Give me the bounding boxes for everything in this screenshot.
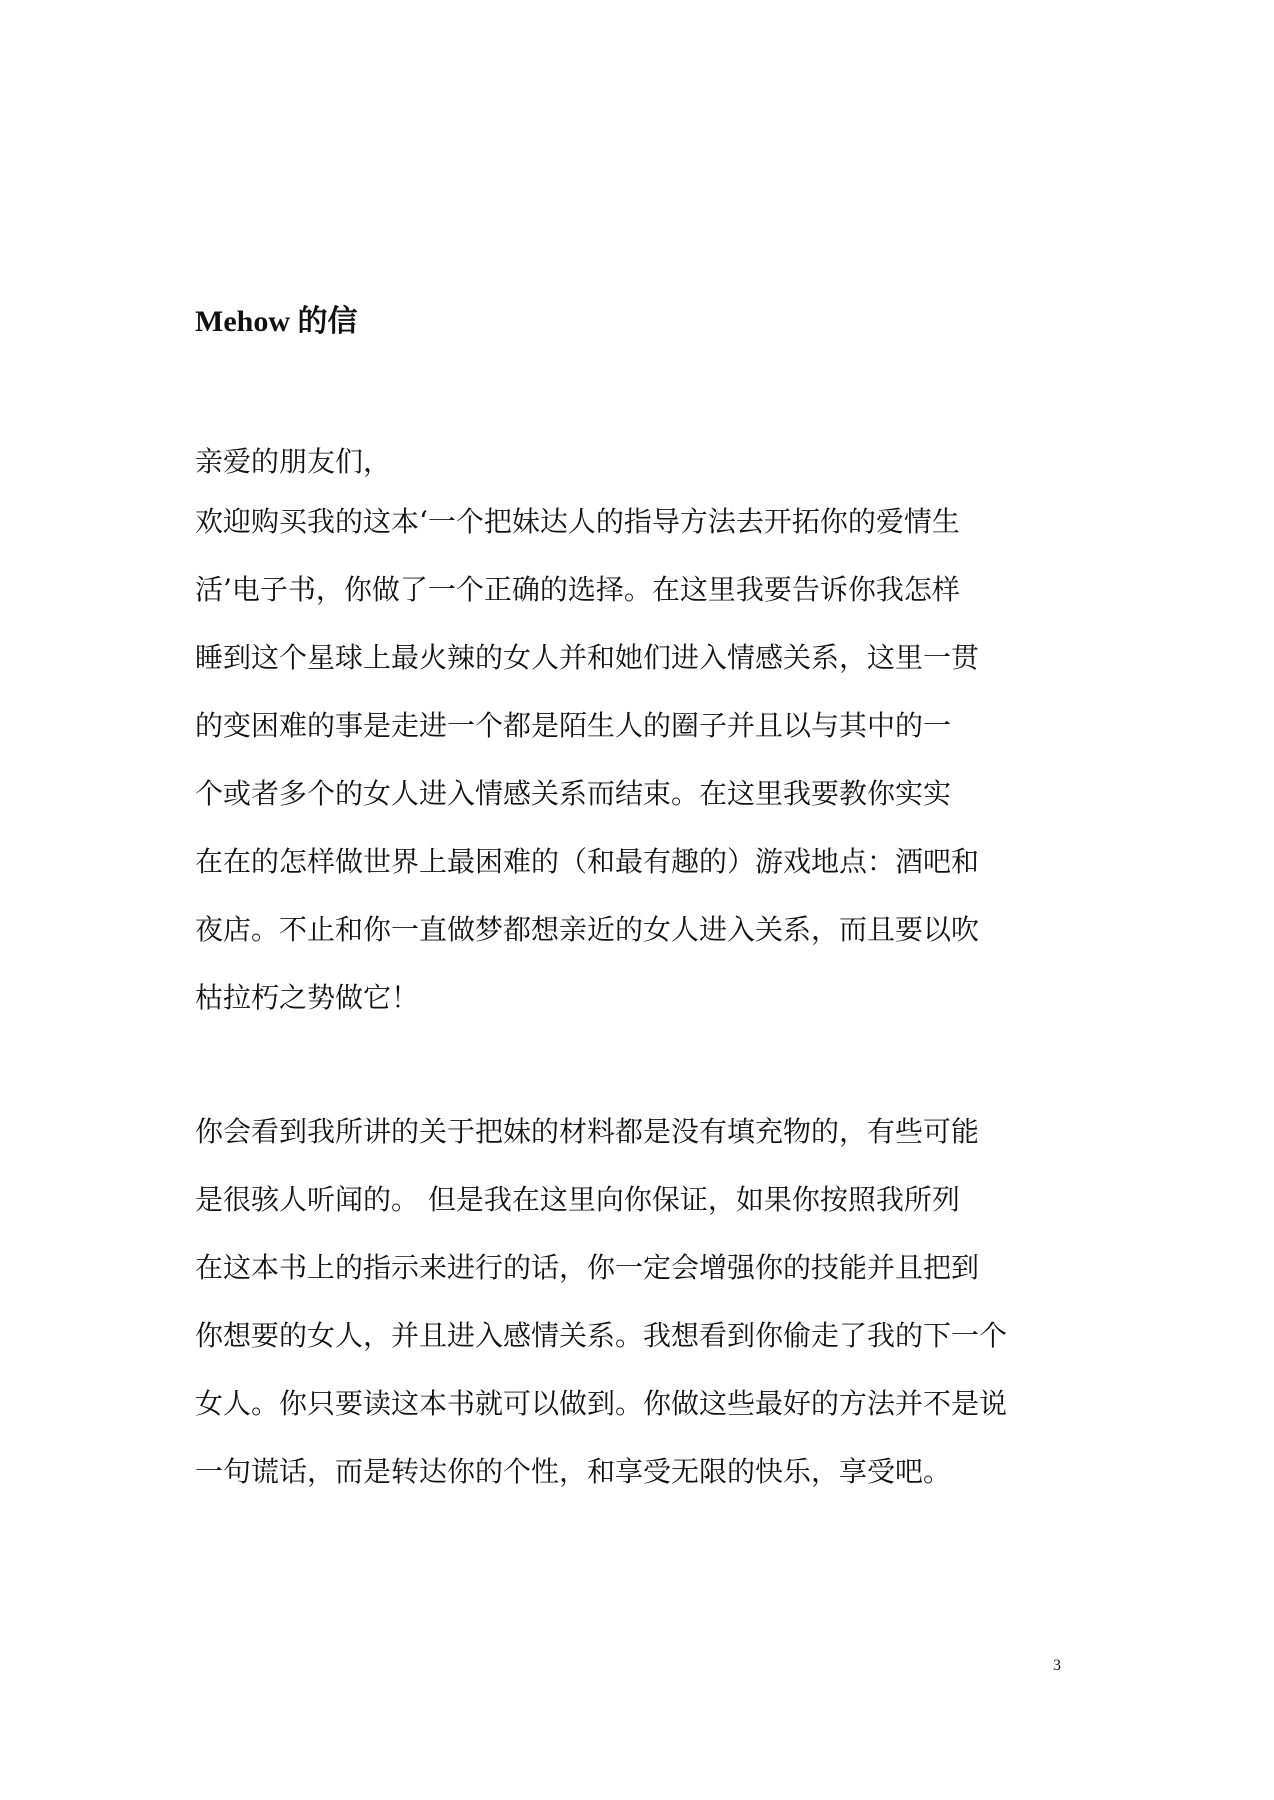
- salutation: 亲爱的朋友们，: [195, 445, 392, 478]
- paragraph-line: 是很骇人听闻的。 但是我在这里向你保证，如果你按照我所列: [195, 1183, 960, 1216]
- paragraph-line: 一句谎话，而是转达你的个性，和享受无限的快乐，享受吧。: [195, 1455, 952, 1488]
- paragraph-line: 个或者多个的女人进入情感关系而结束。在这里我要教你实实: [195, 777, 952, 810]
- paragraph-line: 睡到这个星球上最火辣的女人并和她们进入情感关系，这里一贯: [195, 641, 980, 674]
- paragraph-line: 欢迎购买我的这本‘一个把妹达人的指导方法去开拓你的爱情生: [195, 505, 960, 538]
- paragraph-1: [195, 502, 1115, 1046]
- paragraph-line: 女人。你只要读这本书就可以做到。你做这些最好的方法并不是说: [195, 1387, 1008, 1420]
- paragraph-2: [195, 1112, 1115, 1520]
- paragraph-line: 的变困难的事是走进一个都是陌生人的圈子并且以与其中的一: [195, 709, 952, 742]
- paragraph-line: 活’电子书，你做了一个正确的选择。在这里我要告诉你我怎样: [195, 573, 960, 606]
- paragraph-line: 在这本书上的指示来进行的话，你一定会增强你的技能并且把到: [195, 1251, 980, 1284]
- paragraph-line: 在在的怎样做世界上最困难的（和最有趣的）游戏地点：酒吧和: [195, 845, 980, 878]
- paragraph-line: 夜店。不止和你一直做梦都想亲近的女人进入关系，而且要以吹: [195, 913, 980, 946]
- paragraph-line: 你会看到我所讲的关于把妹的材料都是没有填充物的，有些可能: [195, 1115, 980, 1148]
- page-title: Mehow 的信: [195, 305, 358, 338]
- paragraph-line: 你想要的女人，并且进入感情关系。我想看到你偷走了我的下一个: [195, 1319, 1008, 1352]
- paragraph-line: 枯拉朽之势做它！: [195, 981, 420, 1014]
- page-number: 3: [1053, 1657, 1061, 1674]
